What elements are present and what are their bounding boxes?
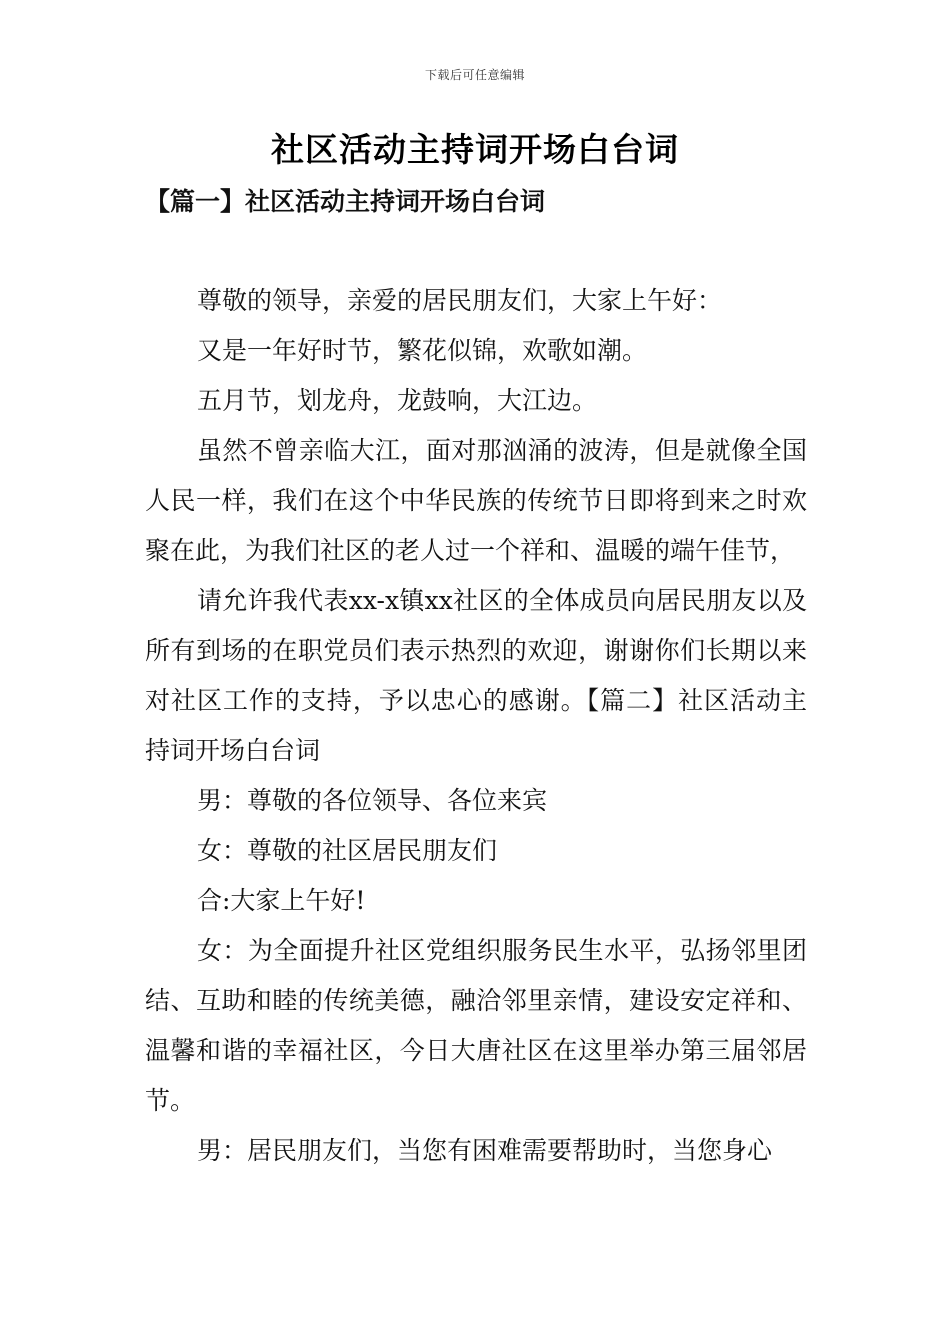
paragraph: 合:大家上午好!: [197, 886, 366, 915]
section-heading: 【篇一】社区活动主持词开场白台词: [145, 187, 546, 216]
document-body: [145, 276, 807, 1176]
paragraph: 五月节，划龙舟，龙鼓响，大江边。: [197, 386, 598, 415]
paragraph: 男：尊敬的各位领导、各位来宾: [197, 786, 548, 815]
paragraph: 请允许我代表xx-x镇xx社区的全体成员向居民朋友以及所有到场的在职党员们表示热烈的欢迎，谢谢你们长期以来对社区工作的支持，予以忠心的感谢。【篇二】社区活动主持词开场白台词: [145, 586, 807, 765]
paragraph: 虽然不曾亲临大江，面对那汹涌的波涛，但是就像全国人民一样，我们在这个中华民族的传统节日即将到来之时欢聚在此，为我们社区的老人过一个祥和、温暖的端午佳节，: [145, 436, 807, 565]
header-note: 下载后可任意编辑: [424, 68, 525, 82]
paragraph: 尊敬的领导，亲爱的居民朋友们，大家上午好：: [197, 286, 723, 315]
paragraph: 女：为全面提升社区党组织服务民生水平，弘扬邻里团结、互助和睦的传统美德，融洽邻里亲情，建设安定祥和、温馨和谐的幸福社区，今日大唐社区在这里举办第三届邻居节。: [145, 936, 807, 1115]
paragraph: 又是一年好时节，繁花似锦，欢歌如潮。: [197, 336, 648, 365]
document-title: 社区活动主持词开场白台词: [271, 130, 679, 169]
paragraph: 女：尊敬的社区居民朋友们: [197, 836, 498, 865]
paragraph: 男：居民朋友们，当您有困难需要帮助时，当您身心: [197, 1136, 773, 1165]
